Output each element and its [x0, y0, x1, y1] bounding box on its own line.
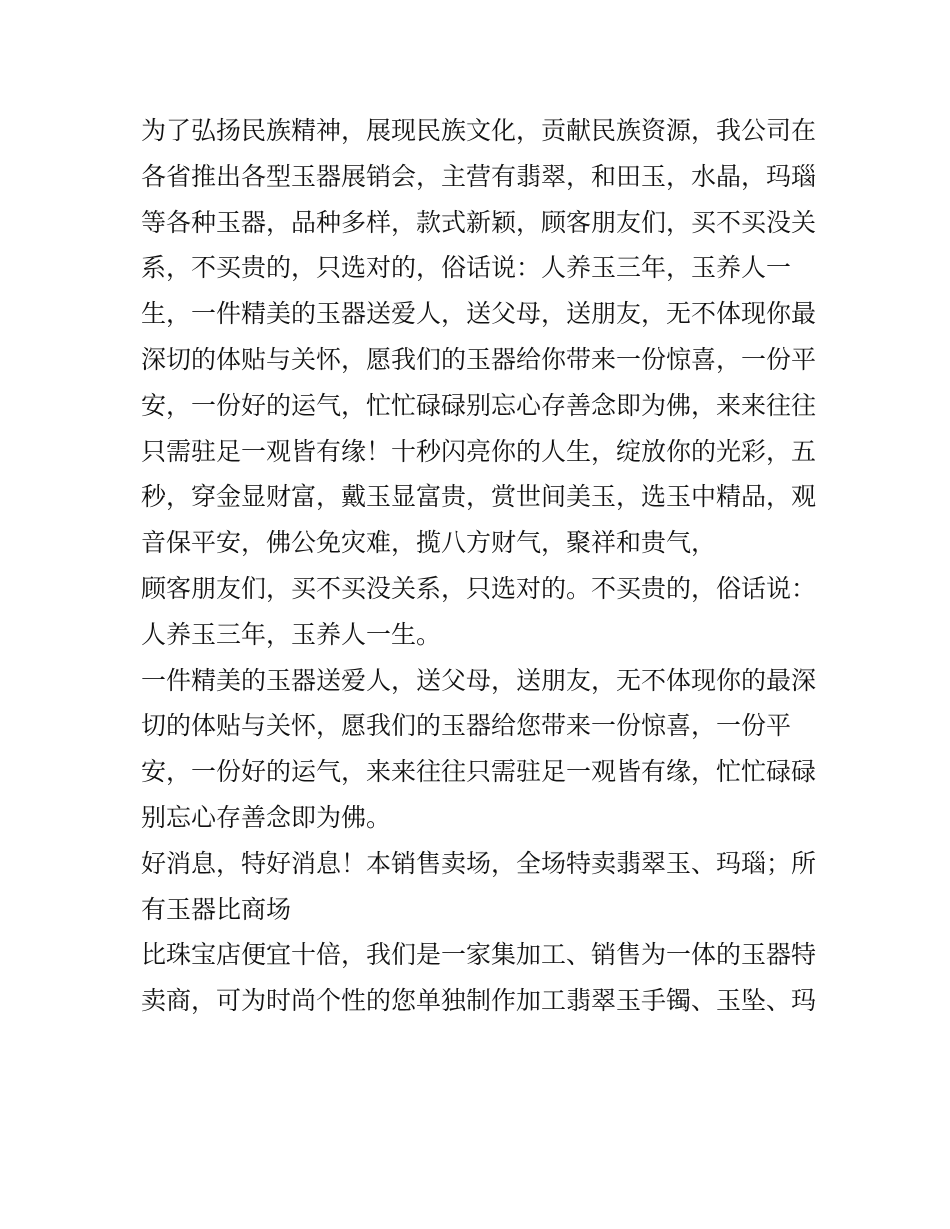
text-line: 音保平安，佛公免灾难，揽八方财气，聚祥和贵气， — [141, 528, 717, 558]
text-line: 卖商，可为时尚个性的您单独制作加工翡翠玉手镯、玉坠、玛 — [141, 986, 817, 1016]
text-line: 系，不买贵的，只选对的，俗话说：人养玉三年，玉养人一 — [141, 253, 792, 283]
text-line: 安，一份好的运气，忙忙碌碌别忘心存善念即为佛，来来往往 — [141, 390, 817, 420]
text-line: 深切的体贴与关怀，愿我们的玉器给你带来一份惊喜，一份平 — [141, 344, 817, 374]
text-line: 别忘心存善念即为佛。 — [141, 802, 392, 832]
text-line: 生，一件精美的玉器送爱人，送父母，送朋友，无不体现你最 — [141, 299, 817, 329]
text-line: 只需驻足一观皆有缘！十秒闪亮你的人生，绽放你的光彩，五 — [141, 436, 817, 466]
text-line: 好消息，特好消息！本销售卖场，全场特卖翡翠玉、玛瑙；所 — [141, 848, 817, 878]
body-text — [141, 108, 821, 1024]
text-line: 各省推出各型玉器展销会，主营有翡翠，和田玉，水晶，玛瑙 — [141, 161, 817, 191]
text-line: 顾客朋友们，买不买没关系，只选对的。不买贵的，俗话说： — [141, 573, 817, 603]
text-line: 有玉器比商场 — [141, 894, 292, 924]
text-line: 等各种玉器，品种多样，款式新颖，顾客朋友们，买不买没关 — [141, 207, 817, 237]
text-line: 秒，穿金显财富，戴玉显富贵，赏世间美玉，选玉中精品，观 — [141, 482, 817, 512]
text-line: 切的体贴与关怀，愿我们的玉器给您带来一份惊喜，一份平 — [141, 711, 792, 741]
text-line: 比珠宝店便宜十倍，我们是一家集加工、销售为一体的玉器特 — [141, 940, 817, 970]
text-line: 人养玉三年，玉养人一生。 — [141, 619, 442, 649]
text-line: 一件精美的玉器送爱人，送父母，送朋友，无不体现你的最深 — [141, 665, 817, 695]
text-line: 为了弘扬民族精神，展现民族文化，贡献民族资源，我公司在 — [141, 116, 817, 145]
text-line: 安，一份好的运气，来来往往只需驻足一观皆有缘，忙忙碌碌 — [141, 757, 817, 787]
